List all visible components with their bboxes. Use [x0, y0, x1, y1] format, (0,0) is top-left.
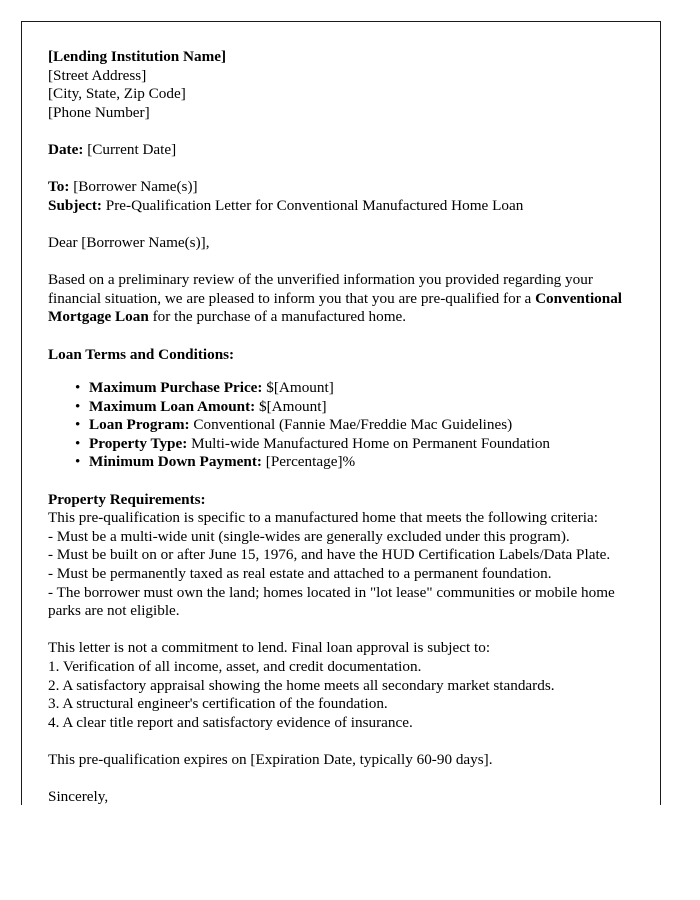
- term-label: Maximum Purchase Price:: [89, 379, 263, 397]
- to-line: [48, 178, 626, 197]
- spacer: [48, 122, 626, 141]
- date-line: [48, 141, 626, 160]
- criteria-item: - Must be permanently taxed as real estate and attached to a permanent foundation.: [48, 565, 552, 583]
- phone-number: [Phone Number]: [48, 103, 150, 121]
- term-value: Conventional (Fannie Mae/Freddie Mac Guidelines): [189, 416, 513, 434]
- spacer: [48, 364, 626, 379]
- list-item: [89, 453, 626, 472]
- property-requirements-intro: This pre-qualification is specific to a manufactured home that meets the following criteria:: [48, 509, 598, 527]
- spacer: [48, 327, 626, 346]
- spacer: [48, 160, 626, 179]
- intro-paragraph: [48, 271, 626, 327]
- spacer: [48, 732, 626, 751]
- subject-value: Pre-Qualification Letter for Conventional Manufactured Home Loan: [105, 196, 524, 214]
- approval-item: 2. A satisfactory appraisal showing the home meets all secondary market standards.: [48, 676, 555, 694]
- recipient-block: [48, 178, 626, 215]
- spacer: [48, 253, 626, 272]
- list-item: [89, 416, 626, 435]
- subject-label: Subject:: [48, 196, 102, 214]
- closing-salutation: Sincerely,: [48, 788, 109, 806]
- spacer: [48, 215, 626, 234]
- criteria-item: - Must be built on or after June 15, 1976, and have the HUD Certification Labels/Data Plate.: [48, 546, 611, 564]
- lending-institution-name: [Lending Institution Name]: [48, 48, 227, 65]
- loan-type-emphasis: Conventional Mortgage Loan: [48, 289, 623, 326]
- approval-item: 1. Verification of all income, asset, and credit documentation.: [48, 658, 422, 675]
- date-label: Date:: [48, 140, 84, 158]
- letterhead-block: [48, 48, 626, 122]
- subject-line: [48, 197, 626, 216]
- approval-item: 4. A clear title report and satisfactory evidence of insurance.: [48, 713, 413, 731]
- to-value: [Borrower Name(s)]: [73, 178, 198, 196]
- expiration-notice: This pre-qualification expires on [Expiration Date, typically 60-90 days].: [48, 750, 493, 768]
- list-item: [89, 379, 626, 398]
- spacer: [48, 770, 626, 789]
- property-requirements-heading: Property Requirements:: [48, 490, 206, 508]
- list-item: [89, 435, 626, 454]
- term-value: Multi-wide Manufactured Home on Permanent Foundation: [187, 434, 551, 452]
- date-text: [Current Date]: [87, 140, 177, 158]
- term-value: $[Amount]: [262, 379, 334, 397]
- term-label: Maximum Loan Amount:: [89, 397, 256, 415]
- approval-intro: This letter is not a commitment to lend. Final loan approval is subject to:: [48, 639, 491, 657]
- term-label: Minimum Down Payment:: [89, 453, 262, 471]
- term-label: Loan Program:: [89, 416, 190, 434]
- loan-terms-list: [48, 379, 626, 472]
- letter-content: [48, 48, 626, 807]
- intro-part-two: for the purchase of a manufactured home.: [148, 308, 407, 326]
- street-address: [Street Address]: [48, 66, 147, 84]
- spacer: [48, 621, 626, 640]
- spacer: [48, 472, 626, 491]
- criteria-item: - The borrower must own the land; homes located in "lot lease" communities or mobile home parks are not eligible.: [48, 583, 615, 620]
- approval-conditions-block: [48, 639, 626, 732]
- salutation: Dear [Borrower Name(s)],: [48, 233, 210, 251]
- approval-item: 3. A structural engineer's certification of the foundation.: [48, 695, 388, 713]
- list-item: [89, 398, 626, 417]
- to-label: To:: [48, 178, 70, 196]
- term-value: [Percentage]%: [261, 453, 356, 471]
- property-requirements-block: [48, 491, 626, 621]
- criteria-item: - Must be a multi-wide unit (single-wides are generally excluded under this program).: [48, 527, 570, 545]
- document-page: [21, 21, 661, 805]
- city-state-zip: [City, State, Zip Code]: [48, 85, 186, 103]
- intro-part-one: Based on a preliminary review of the unverified information you provided regarding your financial situation, we are pleased to inform you that you are pre-qualified for a: [48, 271, 593, 307]
- term-label: Property Type:: [89, 434, 188, 452]
- term-value: $[Amount]: [255, 397, 327, 415]
- loan-terms-heading: Loan Terms and Conditions:: [48, 345, 235, 363]
